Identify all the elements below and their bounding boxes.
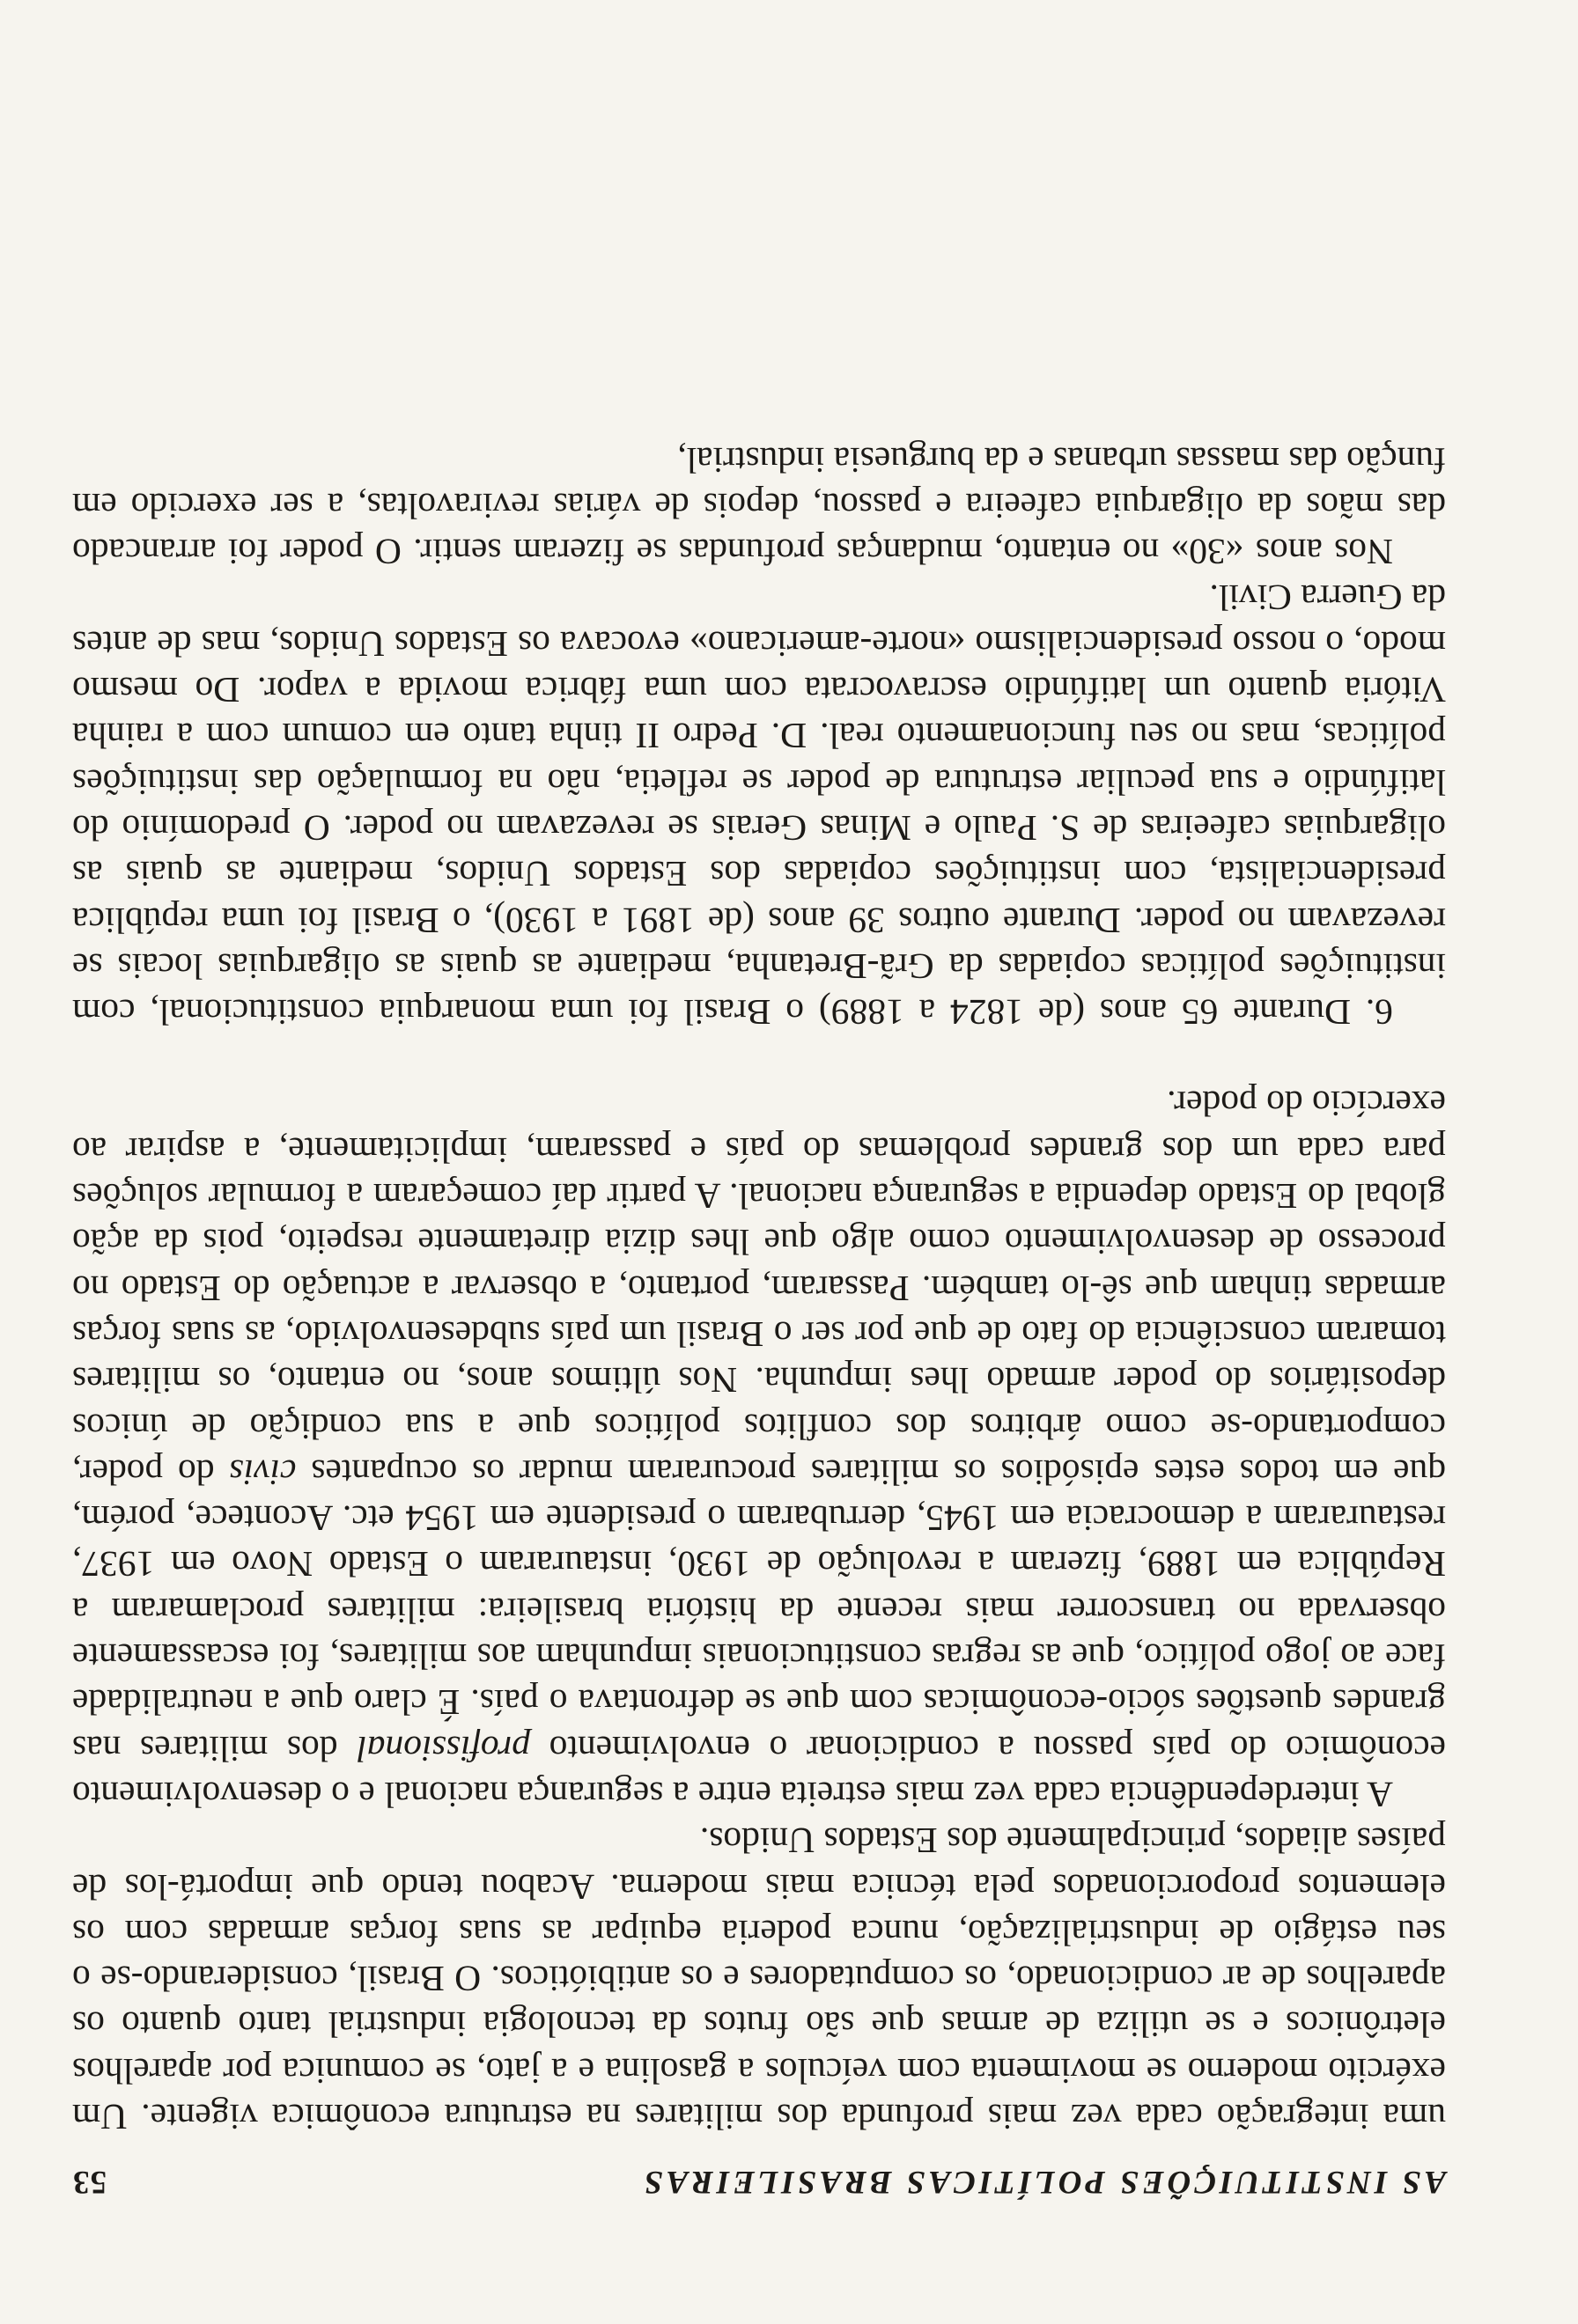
paragraph-1930s: Nos anos «30» no entanto, mudanças profundas se fizeram sentir. O poder foi arrancado das mãos da oligarquia cafeeira e passou, depois de várias reviravoltas, a ser exercido em função das massas urbanas e da burguesia industrial, bbox=[72, 439, 1446, 573]
running-title: AS INSTITUIÇÕES POLÍTICAS BRASILEIRAS bbox=[641, 2164, 1446, 2200]
paragraph-national-security bbox=[72, 1081, 1446, 1818]
page-number: 53 bbox=[72, 2164, 107, 2200]
paragraph-military-integration: uma integração cada vez mais profunda dos militares na estrutura econômica vigente. Um exército moderno se movimenta com veículos a gasolina e a jato, se comunica por aparelhos eletrônicos e se utiliza de armas que são frutos da tecnologia industrial tanto quanto os aparelhos de ar condicionado, os computadores e os antibióticos. O Brasil, considerando-se o seu estágio de industrialização, nunca poderia equipar as suas forças armadas com os elementos proporcionados pela técnica mais moderna. Acabou tendo que importá-los de países aliados, principalmente dos Estados Unidos. bbox=[72, 1820, 1446, 2137]
paragraph-text: A interdependência cada vez mais estreita entre a segurança nacional e o desenvolvimento econômico do país passou a condicionar o envolvimento bbox=[72, 1728, 1446, 1815]
paragraph-text: do poder, comportando-se como árbitros dos conflitos políticos que a sua condição de únicos depositários do poder armado lhes impunha. Nos últimos anos, no entanto, os militares tomaram consciência do fato de que por ser o Brasil um país subdesenvolvido, as suas forças armadas tinham que sê-lo também. Passaram, portanto, a observar a actuação do Estado no processo de desenvolvimento como algo que lhes dizia diretamente respeito, pois da ação global do Estado dependia a segurança nacional. A partir daí começaram a formular soluções para cada um dos grandes problemas do país e passaram, implicitamente, a aspirar ao exercício do poder. bbox=[71, 1084, 1446, 1493]
page-header bbox=[72, 2163, 1446, 2201]
emphasis-profissional: profissional bbox=[357, 1728, 530, 1769]
paragraph-section-6: 6. Durante 65 anos (de 1824 a 1889) o Brasil foi uma monarquia constitucional, com instituições políticas copiadas da Grã-Bretanha, mediante as quais as oligarquias locais se revezavam no poder. Durante outros 39 anos (de 1891 a 1930), o Brasil foi uma república presidencialista, com instituições copiadas dos Estados Unidos, mediante as quais as oligarquias cafeeiras de S. Paulo e Minas Gerais se revezavam no poder. O predomínio do latifúndio e sua peculiar estrutura de poder se refletia, não na formulação das instituições políticas, mas no seu funcionamento real. D. Pedro II tinha tanto em comum com a rainha Vitória quanto um latifúndio escravocrata com uma fábrica movida a vapor. Do mesmo modo, o nosso presidencialismo «norte-americano» evocava os Estados Unidos, mas de antes da Guerra Civil. bbox=[72, 577, 1446, 1033]
paragraph-text: dos militares nas grandes questões sócio-econômicas com que se defrontava o país. É claro que a neutralidade face ao jogo político, que as regras constitucionais impunham aos militares, foi escassamente observada no transcorrer mais recente da história brasileira: militares proclamaram a República em 1889, fizeram a revolução de 1930, instauraram o Estado Novo em 1937, restauraram a democracia em 1945, derrubaram o presidente em 1954 etc. Acontece, porém, que em todos estes episódios os militares procuraram mudar os ocupantes bbox=[72, 1452, 1446, 1769]
page-content bbox=[72, 437, 1446, 2201]
emphasis-civis: civis bbox=[229, 1452, 297, 1493]
